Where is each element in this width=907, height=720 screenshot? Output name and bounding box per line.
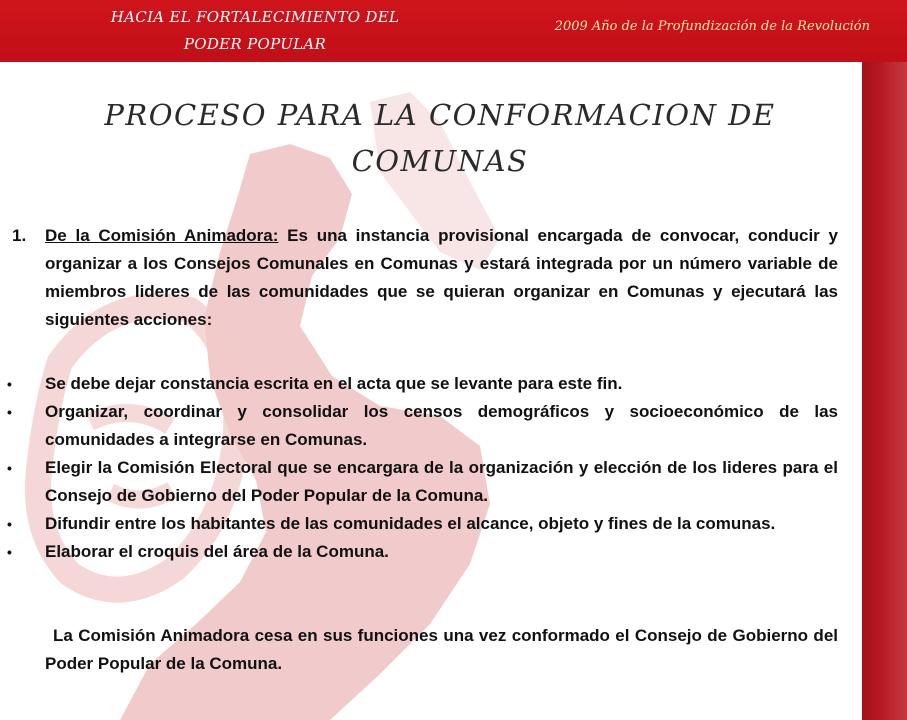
bullet-list	[7, 370, 838, 566]
page-title	[40, 92, 840, 184]
bullet-icon: •	[7, 544, 12, 560]
list-item	[7, 398, 838, 454]
header-band	[0, 0, 907, 62]
list-item	[7, 510, 838, 538]
bullet-icon: •	[7, 460, 12, 476]
list-item-text: Se debe dejar constancia escrita en el acta que se levante para este fin.	[45, 374, 623, 393]
page-title-line2: COMUNAS	[351, 144, 529, 178]
closing-paragraph: La Comisión Animadora cesa en sus funciones una vez conformado el Consejo de Gobierno del Poder Popular de la Comuna.	[45, 626, 838, 673]
header-slogan	[70, 4, 440, 58]
list-item	[7, 370, 838, 398]
list-item-text: Elaborar el croquis del área de la Comuna.	[45, 542, 389, 561]
numbered-item-heading: De la Comisión Animadora:	[45, 226, 279, 245]
list-item	[7, 454, 838, 510]
numbered-item-marker: 1.	[12, 226, 27, 245]
header-slogan-line1: HACIA EL FORTALECIMIENTO DEL	[110, 8, 400, 26]
bullet-icon: •	[7, 376, 12, 392]
list-item-text: Elegir la Comisión Electoral que se encargara de la organización y elección de los lideres para el Consejo de Gobierno del Poder Popular de la Comuna.	[45, 458, 838, 505]
bullet-icon: •	[7, 516, 12, 532]
numbered-item	[12, 222, 838, 334]
header-year-motto: 2009 Año de la Profundización de la Revolución	[554, 19, 870, 34]
bullet-icon: •	[7, 404, 12, 420]
page-title-line1: PROCESO PARA LA CONFORMACION DE	[104, 98, 776, 132]
list-item-text: Difundir entre los habitantes de las comunidades el alcance, objeto y fines de la comunas.	[45, 514, 776, 533]
list-item	[7, 538, 838, 566]
list-item-text: Organizar, coordinar y consolidar los censos demográficos y socioeconómico de las comunidades a integrarse en Comunas.	[45, 402, 838, 449]
numbered-item-body: Es una instancia provisional encargada de convocar, conducir y organizar a los Consejos Comunales en Comunas y estará integrada por un número variable de miembros lideres de las comunidades que se quieran organizar en Comunas y ejecutará las siguientes acciones:	[45, 226, 838, 329]
header-slogan-line2: PODER POPULAR	[183, 35, 327, 53]
right-side-bar	[862, 62, 907, 720]
